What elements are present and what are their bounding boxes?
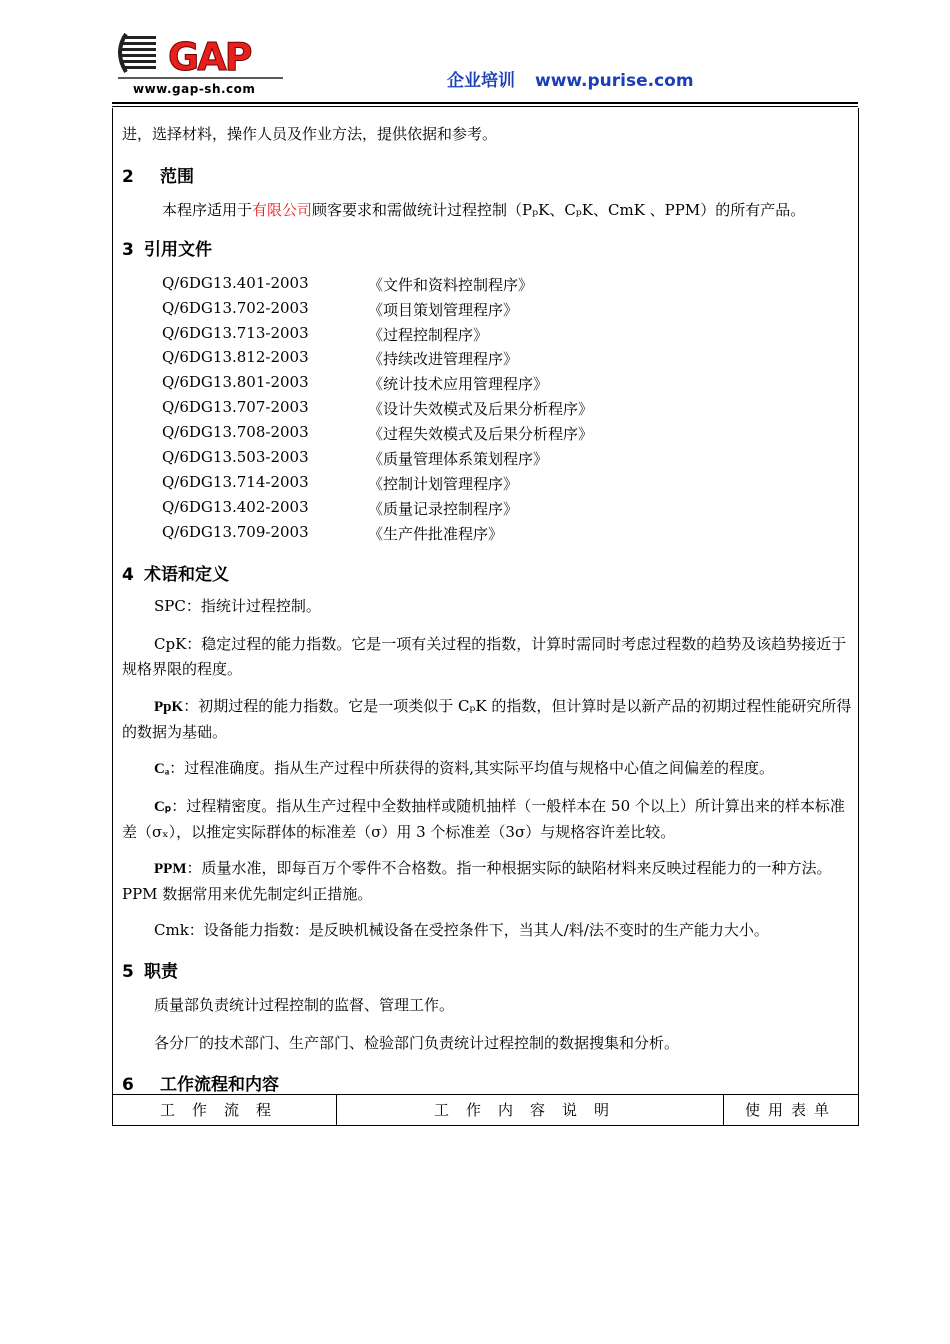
ref-title: 《项目策划管理程序》 [368,301,519,319]
ref-code: Q/6DG13.708-2003 [162,423,309,441]
section-number: 2 [122,167,134,187]
ref-code: Q/6DG13.713-2003 [162,324,309,342]
scope-text [162,199,805,220]
scope-text-before: 本程序适用于 [162,201,253,219]
ref-code: Q/6DG13.714-2003 [162,473,309,491]
term-definition: ：指统计过程控制。 [185,597,321,615]
section-title: 职责 [144,962,178,982]
ref-code: Q/6DG13.503-2003 [162,448,309,466]
term-ppm [122,856,852,907]
ref-title: 《文件和资料控制程序》 [368,276,534,294]
term-definition: ：质量水准，即每百万个零件不合格数。指一种根据实际的缺陷材料来反映过程能力的一种方法。PPM 数据常用来优先制定纠正措施。 [122,859,832,903]
term-definition: ：稳定过程的能力指数。它是一项有关过程的指数，计算时需同时考虑过程数的趋势及该趋势接近于规格界限的程度。 [122,635,847,678]
term-definition: ：初期过程的能力指数。它是一项类似于 CₚK 的指数，但计算时是以新产品的初期过程性能研究所得的数据为基础。 [122,697,852,741]
ref-title: 《持续改进管理程序》 [368,350,519,368]
ref-title: 《设计失效模式及后果分析程序》 [368,400,594,418]
section-title: 引用文件 [144,240,212,260]
ref-title: 《过程失效模式及后果分析程序》 [368,425,594,443]
term-ca [122,756,852,782]
col-header-forms: 使用表单 [744,1101,837,1119]
section-terms-heading [122,560,229,585]
term-definition: ：过程准确度。指从生产过程中所获得的资料,其实际平均值与规格中心值之间偏差的程度。 [169,759,774,777]
section-title: 范围 [160,167,194,187]
logo-wordmark: GAP [168,35,251,79]
ref-title: 《过程控制程序》 [368,326,489,344]
ref-code: Q/6DG13.702-2003 [162,299,309,317]
section-flow-heading [122,1070,279,1095]
header-divider [112,102,858,104]
term-label: Cmk [154,921,189,939]
term-ppk [122,694,852,745]
flow-table-header [112,1094,859,1126]
term-definition: ：过程精密度。指从生产过程中全数抽样或随机抽样（一般样本在 50 个以上）所计算出来的样本标准差（σₓ），以推定实际群体的标准差（σ）用 3 个标准差（3σ）与规格容许差比较。 [122,797,845,841]
term-cpk [122,632,852,682]
ref-code: Q/6DG13.707-2003 [162,398,309,416]
section-title: 工作流程和内容 [160,1075,279,1095]
header-right [447,66,694,91]
logo-url: www.gap-sh.com [133,82,256,96]
ref-code: Q/6DG13.801-2003 [162,373,309,391]
section-number: 3 [122,240,134,260]
header-website-link[interactable]: www.purise.com [535,71,694,91]
section-refs-heading [122,235,212,260]
term-label: SPC [154,597,186,615]
gap-logo [118,30,288,100]
globe-icon [120,34,156,72]
section-scope-heading [122,162,194,187]
ref-title: 《质量记录控制程序》 [368,500,519,518]
header-training-label: 企业培训 [447,71,515,91]
col-header-content: 工作内容说明 [433,1101,626,1119]
ref-code: Q/6DG13.709-2003 [162,523,309,541]
ref-title: 《质量管理体系策划程序》 [368,450,549,468]
term-cp [122,794,852,845]
section-duty-heading [122,957,178,982]
gap-logo-graphic [118,30,288,80]
col-header-flow: 工作流程 [159,1101,288,1119]
ref-code: Q/6DG13.402-2003 [162,498,309,516]
term-label: CpK [154,635,187,653]
header-divider-thin [112,106,858,107]
term-cmk [122,918,852,943]
section-number: 5 [122,962,134,982]
scope-text-after: 顾客要求和需做统计过程控制（PₚK、CₚK、CmK 、PPM）的所有产品。 [312,201,806,219]
ref-code: Q/6DG13.812-2003 [162,348,309,366]
term-definition: ：设备能力指数：是反映机械设备在受控条件下，当其人/料/法不变时的生产能力大小。 [188,921,769,939]
intro-text: 进，选择材料，操作人员及作业方法，提供依据和参考。 [122,125,498,143]
section-title: 术语和定义 [144,565,229,585]
term-label: PPM [154,861,187,877]
ref-title: 《生产件批准程序》 [368,525,504,543]
ref-title: 《统计技术应用管理程序》 [368,375,549,393]
term-label: PpK [154,699,184,715]
company-name: 有限公司 [252,201,313,219]
ref-code: Q/6DG13.401-2003 [162,274,309,292]
term-label: Cₐ [154,761,170,777]
section-number: 6 [122,1075,134,1095]
ref-title: 《控制计划管理程序》 [368,475,519,493]
section-number: 4 [122,565,134,585]
term-label: Cₚ [154,799,172,815]
duty-line-1: 质量部负责统计过程控制的监督、管理工作。 [154,996,455,1014]
term-spc [122,594,852,619]
duty-line-2: 各分厂的技术部门、生产部门、检验部门负责统计过程控制的数据搜集和分析。 [154,1034,680,1052]
